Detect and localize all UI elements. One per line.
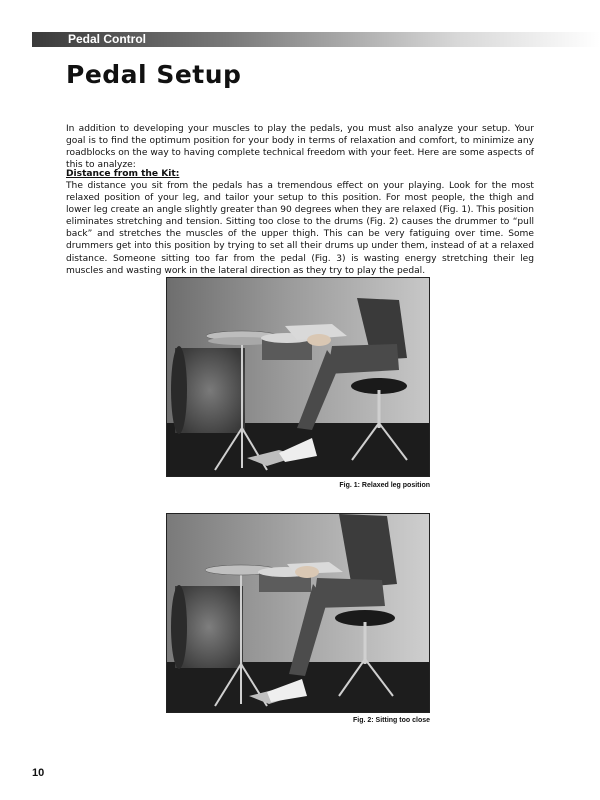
figure-2-photo bbox=[166, 513, 430, 713]
page-number: 10 bbox=[32, 767, 45, 779]
section-label: Pedal Control bbox=[68, 32, 147, 46]
figure-1-photo bbox=[166, 277, 430, 477]
section-header-bar bbox=[32, 32, 600, 47]
figure-1-caption: Fig. 1: Relaxed leg position bbox=[339, 482, 430, 489]
section-body: The distance you sit from the pedals has a tremendous effect on your playing. Look for the most relaxed position of your leg, and tailor your setup to this position. For most people, the thigh and lower leg create an angle slightly greater than 90 degrees when they are relaxed (Fig. 1). This position eliminates stretching and tension. Sitting too close to the drums (Fig. 2) causes the drummer to “pull back” and stretches the muscles of the upper thigh. This can be very fatiguing over time. Some drummers get into this position by trying to set all their drums up under them, instead of at a relaxed distance. Someone sitting too far from the pedal (Fig. 3) is wasting energy stretching their leg muscles and wasting work in the lateral direction as they try to play the pedal. bbox=[66, 181, 534, 276]
intro-paragraph: In addition to developing your muscles to play the pedals, you must also analyze your setup. Your goal is to find the optimum position for your body in terms of relaxation and comfort, to minimize any roadblocks on the way to having complete technical freedom with your feet. Here are some aspects of this to analyze: bbox=[66, 124, 534, 171]
page-title: Pedal Setup bbox=[66, 60, 242, 89]
section-heading: Distance from the Kit: bbox=[66, 169, 180, 179]
figure-2-caption: Fig. 2: Sitting too close bbox=[353, 717, 430, 724]
